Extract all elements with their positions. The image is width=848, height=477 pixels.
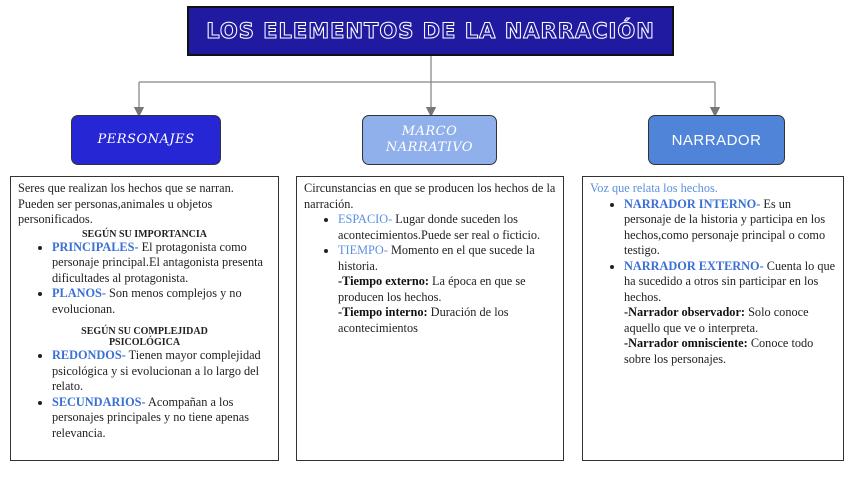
narrador-label: NARRADOR: [671, 131, 762, 149]
list-item: [52, 395, 271, 442]
subheading-complejidad: [18, 326, 271, 348]
marco-panel: [296, 176, 564, 461]
complejidad-list: [18, 348, 271, 441]
narrador-observador-text: Solo conoce aquello que ve o interpreta.: [624, 305, 809, 335]
narrador-box: [648, 115, 785, 165]
item-text: Tienen mayor complejidad psicológica y si evolucionan a lo largo del relato.: [52, 348, 261, 393]
item-text: Cuenta lo que ha sucedido a otros sin participar en los hechos.: [624, 258, 836, 304]
personajes-box: [71, 115, 221, 165]
term-narrador-interno: NARRADOR INTERNO-: [624, 196, 761, 211]
tiempo-externo: [304, 274, 556, 305]
subheading-line: SEGÚN SU COMPLEJIDAD: [81, 326, 208, 337]
diagram-title: LOS ELEMENTOS DE LA NARRACIÓN: [206, 19, 655, 43]
narrador-omnisciente: [590, 336, 836, 367]
narrador-list: [590, 197, 836, 306]
term-tiempo: TIEMPO-: [338, 243, 388, 257]
item-text: Son menos complejos y no evolucionan.: [52, 286, 242, 316]
term-principales: PRINCIPALES-: [52, 239, 139, 254]
list-item: [52, 240, 271, 287]
tiempo-externo-text: La época en que se producen los hechos.: [338, 274, 526, 304]
term-planos: PLANOS-: [52, 286, 106, 300]
list-item: [338, 243, 556, 274]
personajes-label: PERSONAJES: [97, 132, 195, 147]
marco-intro: Circunstancias en que se producen los hechos de la narración.: [304, 181, 556, 211]
marco-narrativo-box: [362, 115, 497, 165]
narrador-panel: [582, 176, 844, 461]
importancia-list: [18, 240, 271, 318]
personajes-panel: [10, 176, 279, 461]
narrador-observador-label: -Narrador observador:: [624, 305, 746, 319]
list-item: [624, 259, 836, 306]
term-redondos: REDONDOS-: [52, 348, 126, 362]
narrador-omnisciente-label: -Narrador omnisciente:: [624, 336, 748, 350]
narrador-observador: [590, 305, 836, 336]
narrador-omnisciente-text: Conoce todo sobre los personajes.: [624, 336, 814, 366]
tiempo-interno-text: Duración de los acontecimientos: [338, 305, 509, 335]
list-item: [52, 286, 271, 317]
term-narrador-externo: NARRADOR EXTERNO-: [624, 258, 764, 273]
tiempo-interno-label: -Tiempo interno:: [338, 305, 428, 319]
personajes-intro: Seres que realizan los hechos que se narran. Pueden ser personas,animales u objetos personificados.: [18, 181, 234, 226]
tiempo-externo-label: -Tiempo externo:: [338, 274, 429, 288]
marco-list: [304, 212, 556, 274]
item-text: Momento en el que sucede la historia.: [338, 243, 535, 273]
term-espacio: ESPACIO-: [338, 212, 393, 226]
item-text: Acompañan a los personajes principales y no tiene apenas relevancia.: [52, 394, 250, 440]
narrador-intro: Voz que relata los hechos.: [590, 181, 718, 195]
list-item: [52, 348, 271, 395]
subheading-line: PSICOLÓGICA: [108, 337, 181, 348]
item-text: Es un personaje de la historia y participa en los hechos,como personaje principal o como testigo.: [624, 196, 826, 257]
marco-label: [386, 124, 473, 156]
item-text: El protagonista como personaje principal.El antagonista presenta dificultades al protagonista.: [52, 239, 264, 285]
tiempo-interno: [304, 305, 556, 336]
list-item: [338, 212, 556, 243]
list-item: [624, 197, 836, 259]
marco-label-line2: NARRATIVO: [385, 140, 474, 155]
marco-label-line1: MARCO: [401, 124, 458, 139]
item-text: Lugar donde suceden los acontecimientos.Puede ser real o ficticio.: [338, 212, 541, 242]
subheading-importancia: SEGÚN SU IMPORTANCIA: [81, 228, 208, 240]
term-secundarios: SECUNDARIOS-: [52, 394, 146, 409]
